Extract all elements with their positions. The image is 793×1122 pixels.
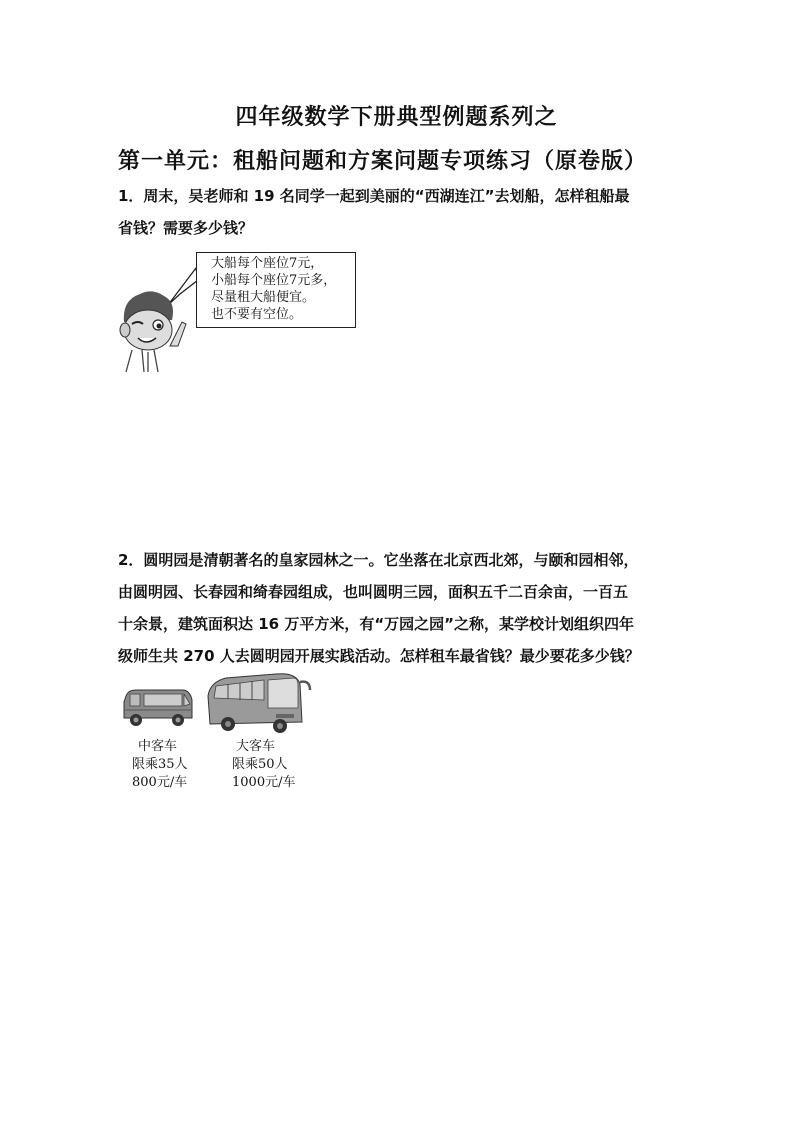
- page-title: 四年级数学下册典型例题系列之: [235, 105, 558, 130]
- bubble-line: 也不要有空位。: [211, 307, 303, 322]
- speech-bubble: [196, 252, 356, 328]
- question-1-line: 1．周末，吴老师和 19 名同学一起到美丽的“西湖连江”去划船，怎样租船最: [118, 187, 630, 205]
- vehicle-price: 800元/车: [132, 775, 188, 790]
- question-2-line: 2．圆明园是清朝著名的皇家园林之一。它坐落在北京西北郊，与颐和园相邻，: [118, 551, 639, 569]
- question-2-line: 十余景，建筑面积达 16 万平方米，有“万园之园”之称，某学校计划组织四年: [118, 615, 635, 633]
- vehicle-capacity: 限乘50人: [232, 757, 288, 772]
- question-1: [118, 180, 688, 244]
- bubble-line: 大船每个座位7元，: [211, 256, 324, 271]
- question-2-line: 级师生共 270 人去圆明园开展实践活动。怎样租车最省钱？最少要花多少钱？: [118, 647, 640, 665]
- coach-bus-illustration-icon: [206, 672, 316, 738]
- vehicle-caption-minibus: [138, 738, 177, 756]
- question-2-line: 由圆明园、长春园和绮春园组成，也叫圆明三园，面积五千二百余亩，一百五: [118, 583, 629, 601]
- bubble-line: 小船每个座位7元多，: [211, 273, 337, 288]
- vehicle-name: 中客车: [138, 739, 178, 754]
- vehicle-capacity: 限乘35人: [132, 757, 188, 772]
- question-2: [118, 544, 688, 672]
- page-subtitle: 第一单元：租船问题和方案问题专项练习（原卷版）: [118, 149, 648, 174]
- minibus-illustration-icon: [122, 688, 194, 732]
- vehicle-price: 1000元/车: [232, 775, 296, 790]
- vehicle-caption-coach: [236, 738, 275, 756]
- boy-pointing-illustration-icon: [118, 250, 198, 379]
- question-1-line: 省钱？需要多少钱？: [118, 219, 254, 237]
- bubble-line: 尽量租大船便宜。: [211, 290, 316, 305]
- vehicle-capacity-minibus: [132, 756, 188, 792]
- vehicle-name: 大客车: [236, 739, 276, 754]
- vehicle-capacity-coach: [232, 756, 295, 792]
